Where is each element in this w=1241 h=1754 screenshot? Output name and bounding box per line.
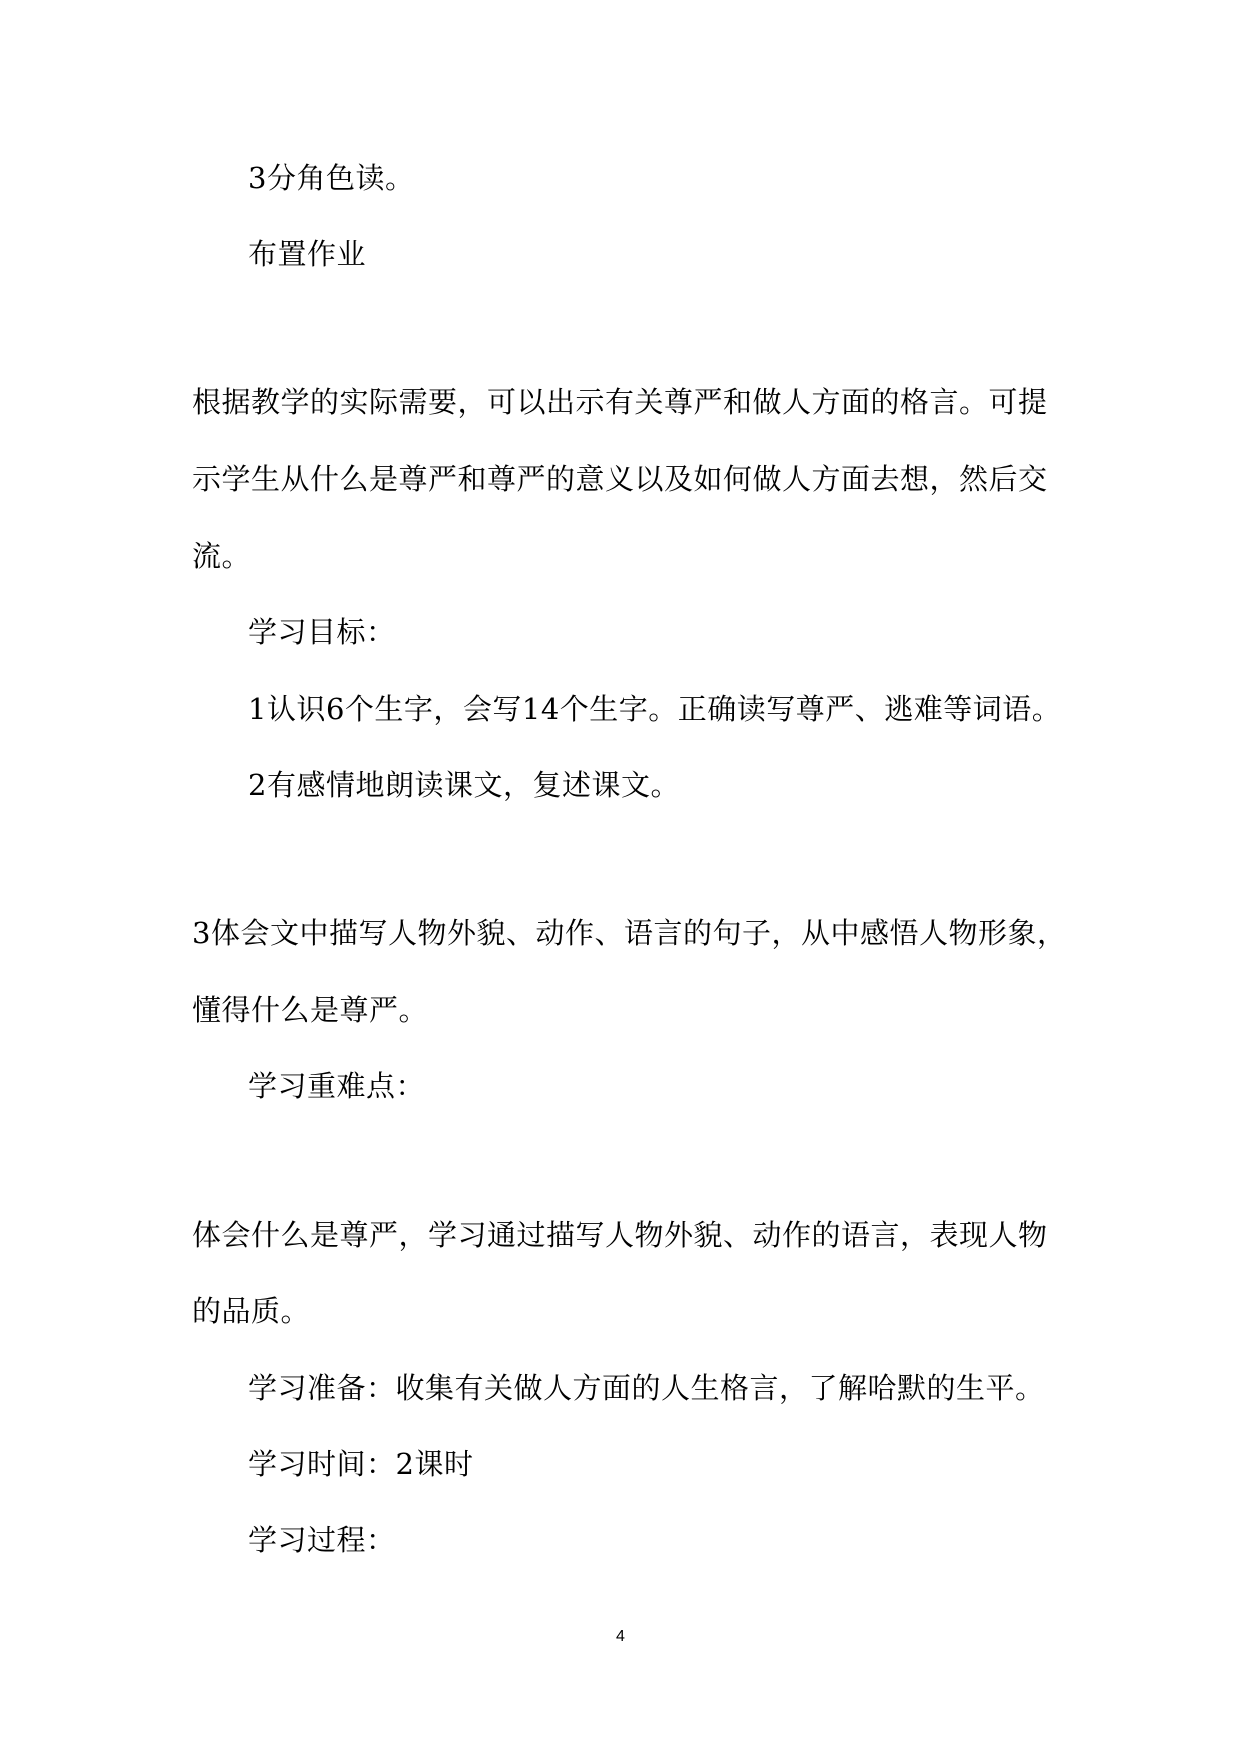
page-number: 4 (616, 1628, 625, 1645)
text-line-objective-3b: 懂得什么是尊严。 (192, 993, 429, 1027)
text-line-process-heading: 学习过程： (248, 1523, 396, 1557)
text-line-objective-2: 2有感情地朗读课文，复述课文。 (248, 768, 680, 802)
text-line-difficulties-a: 体会什么是尊严，学习通过描写人物外貌、动作的语言，表现人物 (192, 1218, 1048, 1252)
text-line-objective-1: 1认识6个生字，会写14个生字。正确读写尊严、逃难等词语。 (248, 692, 1062, 726)
text-line-time: 学习时间：2课时 (248, 1447, 474, 1481)
text-line-objective-3a: 3体会文中描写人物外貌、动作、语言的句子，从中感悟人物形象， (192, 916, 1067, 950)
text-line-paragraph-1a: 根据教学的实际需要，可以出示有关尊严和做人方面的格言。可提 (192, 385, 1048, 419)
text-line-homework-heading: 布置作业 (248, 237, 367, 271)
text-line-objectives-heading: 学习目标： (248, 615, 396, 649)
text-line-paragraph-1c: 流。 (192, 539, 252, 573)
text-line-paragraph-1b: 示学生从什么是尊严和尊严的意义以及如何做人方面去想，然后交 (192, 462, 1048, 496)
text-line-preparation: 学习准备：收集有关做人方面的人生格言，了解哈默的生平。 (248, 1371, 1045, 1405)
text-line-role-reading: 3分角色读。 (248, 161, 415, 195)
text-line-difficulties-b: 的品质。 (192, 1294, 311, 1328)
text-line-difficulties-heading: 学习重难点： (248, 1069, 426, 1103)
